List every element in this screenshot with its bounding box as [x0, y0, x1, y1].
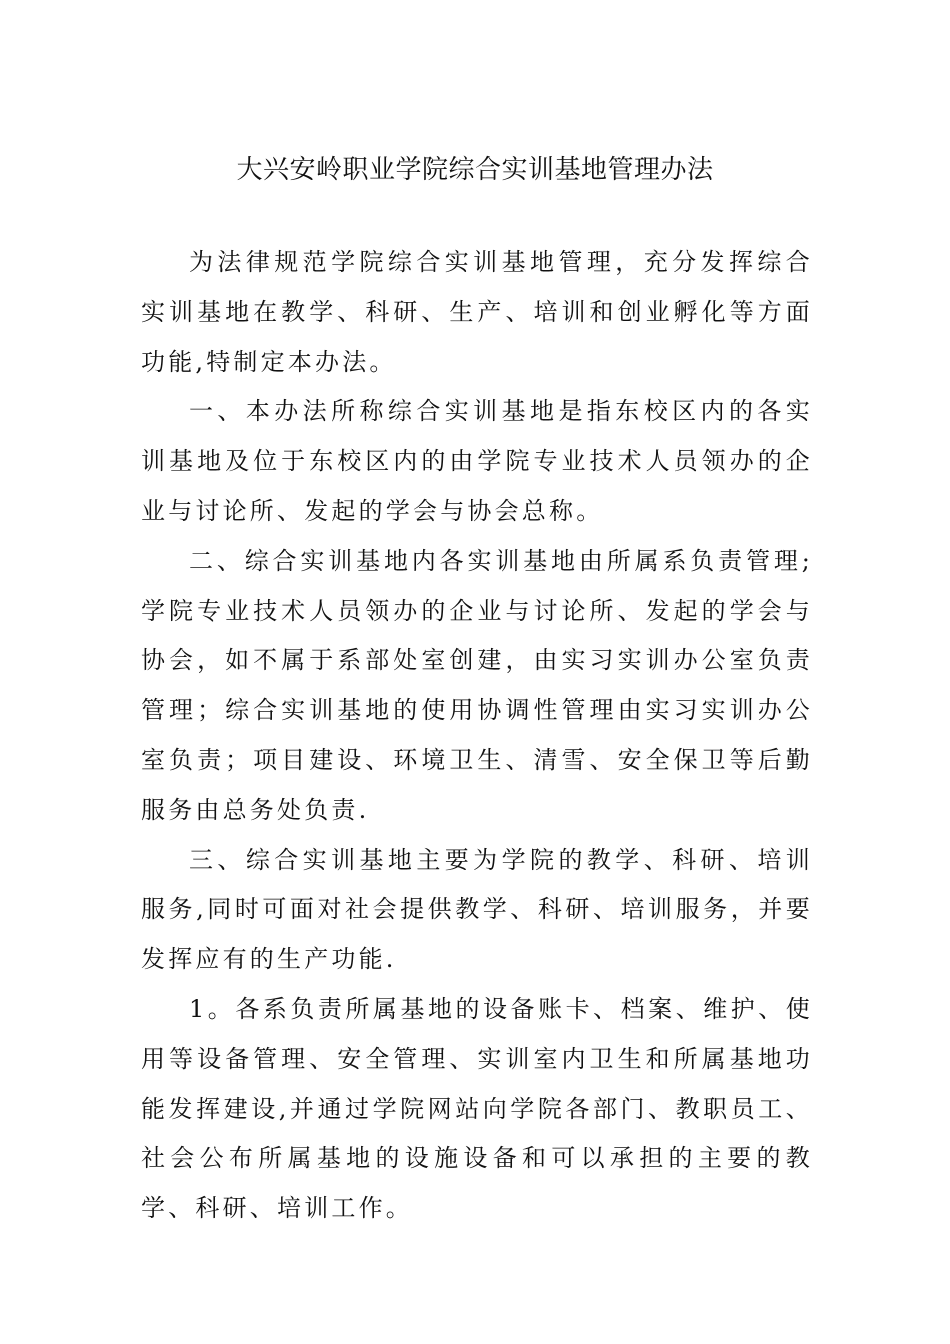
paragraph-article-2: 二、综合实训基地内各实训基地由所属系负责管理;学院专业技术人员领办的企业与讨论所、发起的学会与协会，如不属于系部处室创建，由实习实训办公室负责管理；综合实训基地的使用协调性管理由实习实训办公室负责；项目建设、环境卫生、清雪、安全保卫等后勤服务由总务处负责. — [141, 546, 813, 824]
document-body — [141, 238, 813, 1234]
paragraph-item-1: 1。各系负责所属基地的设备账卡、档案、维护、使用等设备管理、安全管理、实训室内卫生和所属基地功能发挥建设,并通过学院网站向学院各部门、教职员工、社会公布所属基地的设施设备和可以承担的主要的教学、科研、培训工作。 — [141, 994, 813, 1223]
paragraph-intro: 为法律规范学院综合实训基地管理，充分发挥综合实训基地在教学、科研、生产、培训和创业孵化等方面功能,特制定本办法。 — [141, 248, 813, 376]
document-title: 大兴安岭职业学院综合实训基地管理办法 — [236, 155, 714, 185]
paragraph-article-3: 三、综合实训基地主要为学院的教学、科研、培训服务,同时可面对社会提供教学、科研、培训服务，并要发挥应有的生产功能. — [141, 845, 813, 974]
paragraph-article-1: 一、本办法所称综合实训基地是指东校区内的各实训基地及位于东校区内的由学院专业技术人员领办的企业与讨论所、发起的学会与协会总称。 — [141, 397, 813, 525]
